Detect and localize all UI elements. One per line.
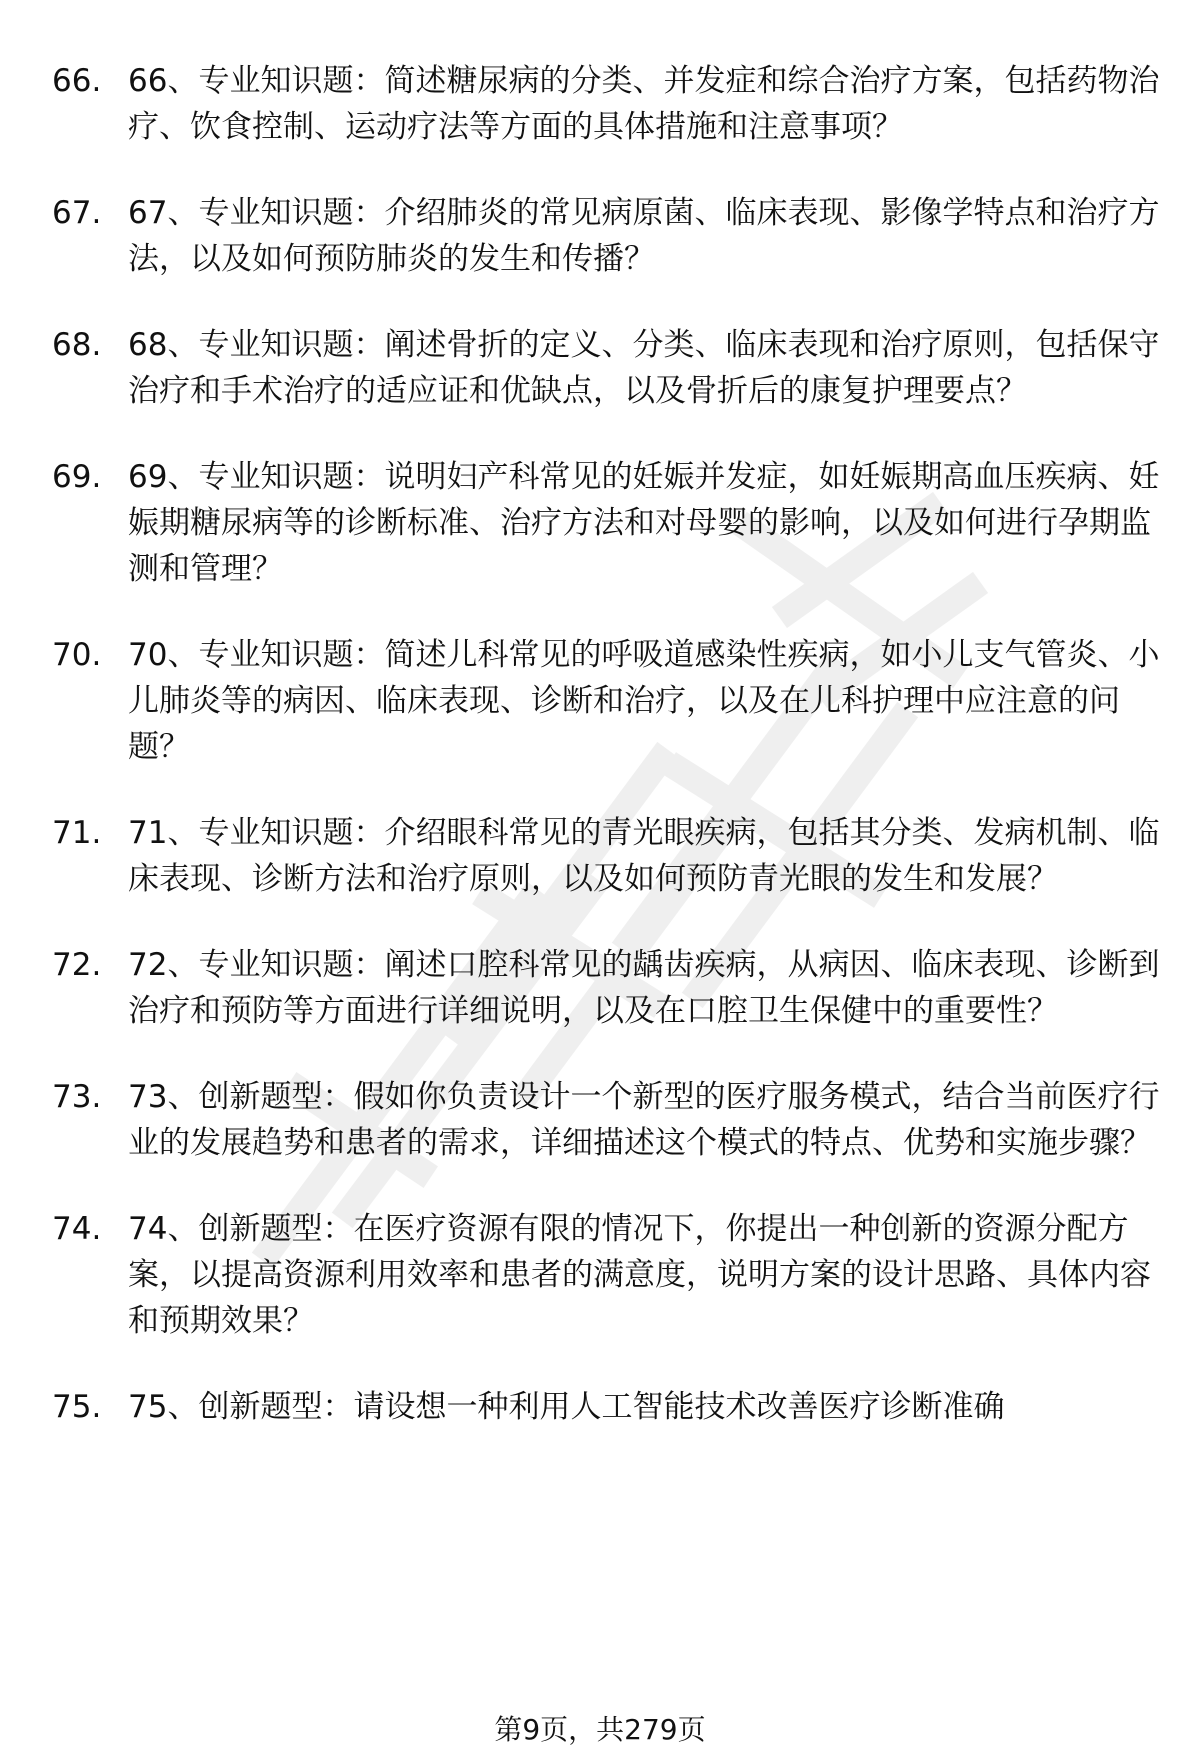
- question-text: 72、专业知识题：阐述口腔科常见的龋齿疾病，从病因、临床表现、诊断到治疗和预防等方面进行详细说明，以及在口腔卫生保健中的重要性？: [128, 947, 1160, 1029]
- question-text: 74、创新题型：在医疗资源有限的情况下，你提出一种创新的资源分配方案，以提高资源利用效率和患者的满意度，说明方案的设计思路、具体内容和预期效果？: [128, 1211, 1151, 1339]
- question-item: [52, 1384, 1162, 1430]
- question-number: 66.: [52, 63, 102, 99]
- question-text: 66、专业知识题：简述糖尿病的分类、并发症和综合治疗方案，包括药物治疗、饮食控制、运动疗法等方面的具体措施和注意事项？: [128, 63, 1160, 145]
- question-number: 70.: [52, 637, 102, 673]
- question-number: 72.: [52, 947, 102, 983]
- question-number: 71.: [52, 815, 102, 851]
- question-number: 68.: [52, 327, 102, 363]
- question-text: 68、专业知识题：阐述骨折的定义、分类、临床表现和治疗原则，包括保守治疗和手术治疗的适应证和优缺点，以及骨折后的康复护理要点？: [128, 327, 1160, 409]
- question-text: 75、创新题型：请设想一种利用人工智能技术改善医疗诊断准确: [128, 1389, 1005, 1425]
- question-text: 71、专业知识题：介绍眼科常见的青光眼疾病，包括其分类、发病机制、临床表现、诊断方法和治疗原则，以及如何预防青光眼的发生和发展？: [128, 815, 1160, 897]
- question-item: [52, 632, 1162, 770]
- question-text: 67、专业知识题：介绍肺炎的常见病原菌、临床表现、影像学特点和治疗方法，以及如何预防肺炎的发生和传播？: [128, 195, 1160, 277]
- question-item: [52, 810, 1162, 902]
- question-item: [52, 58, 1162, 150]
- question-item: [52, 454, 1162, 592]
- page-footer: 第9页，共279页: [494, 1713, 706, 1746]
- question-text: 73、创新题型：假如你负责设计一个新型的医疗服务模式，结合当前医疗行业的发展趋势和患者的需求，详细描述这个模式的特点、优势和实施步骤？: [128, 1079, 1160, 1161]
- question-item: [52, 1206, 1162, 1344]
- question-text: 70、专业知识题：简述儿科常见的呼吸道感染性疾病，如小儿支气管炎、小儿肺炎等的病因、临床表现、诊断和治疗，以及在儿科护理中应注意的问题？: [128, 637, 1160, 765]
- question-text: 69、专业知识题：说明妇产科常见的妊娠并发症，如妊娠期高血压疾病、妊娠期糖尿病等的诊断标准、治疗方法和对母婴的影响，以及如何进行孕期监测和管理？: [128, 459, 1160, 587]
- question-number: 69.: [52, 459, 102, 495]
- question-number: 73.: [52, 1079, 102, 1115]
- question-number: 67.: [52, 195, 102, 231]
- question-number: 75.: [52, 1389, 102, 1425]
- question-number: 74.: [52, 1211, 102, 1247]
- question-item: [52, 942, 1162, 1034]
- question-item: [52, 1074, 1162, 1166]
- question-item: [52, 190, 1162, 282]
- question-item: [52, 322, 1162, 414]
- question-list: [52, 58, 1162, 1470]
